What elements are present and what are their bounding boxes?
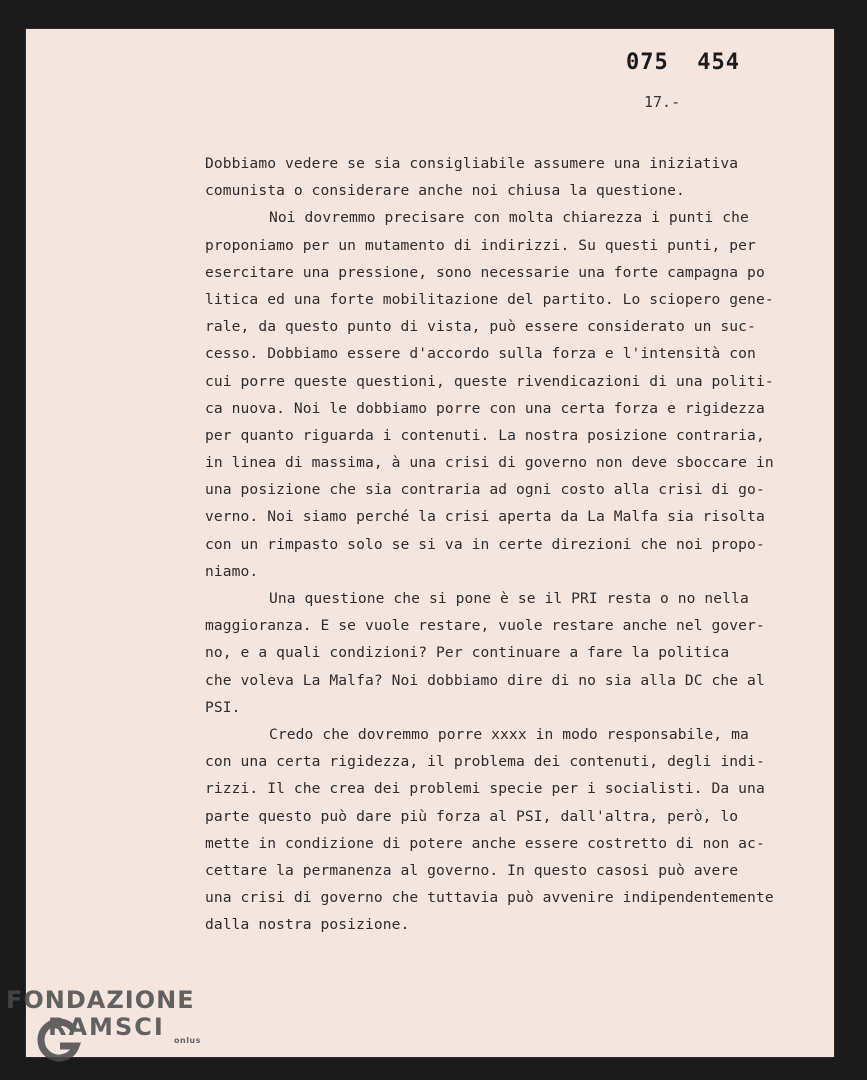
text-line: comunista o considerare anche noi chiusa la questione.: [205, 182, 685, 200]
text-line: in linea di massima, à una crisi di governo non deve sboccare in: [205, 454, 774, 472]
text-line: che voleva La Malfa? Noi dobbiamo dire di no sia alla DC che al: [205, 671, 765, 689]
fondazione-gramsci-watermark: [6, 986, 216, 1045]
text-line: parte questo può dare più forza al PSI, dall'altra, però, lo: [205, 807, 739, 825]
text-line: con una certa rigidezza, il problema dei contenuti, degli indi-: [205, 753, 765, 771]
text-line: per quanto riguarda i contenuti. La nostra posizione contraria,: [205, 426, 765, 444]
text-line: una posizione che sia contraria ad ogni costo alla crisi di go-: [205, 481, 765, 499]
page-number: 17.-: [644, 93, 681, 111]
text-line: niamo.: [205, 562, 259, 580]
text-line: rale, da questo punto di vista, può essere considerato un suc-: [205, 318, 756, 336]
typewritten-body: [205, 150, 825, 938]
text-line: cettare la permanenza al governo. In questo casosi può avere: [205, 861, 739, 879]
text-line: esercitare una pressione, sono necessarie una forte campagna po: [205, 263, 765, 281]
text-line: ca nuova. Noi le dobbiamo porre con una certa forza e rigidezza: [205, 399, 765, 417]
text-line: proponiamo per un mutamento di indirizzi. Su questi punti, per: [205, 236, 756, 254]
text-line: dalla nostra posizione.: [205, 916, 410, 934]
archive-number: 075 454: [626, 50, 740, 75]
text-line: una crisi di governo che tuttavia può avvenire indipendentemente: [205, 889, 774, 907]
text-line: Dobbiamo vedere se sia consigliabile assumere una iniziativa: [205, 155, 739, 172]
text-line: verno. Noi siamo perché la crisi aperta da La Malfa sia risolta: [205, 508, 765, 526]
text-line: con un rimpasto solo se si va in certe direzioni che noi propo-: [205, 535, 765, 553]
gramsci-g-logo-icon: [34, 1016, 82, 1064]
watermark-line-2: RAMSCI: [48, 1013, 165, 1041]
document-page: [25, 28, 835, 1058]
text-line: rizzi. Il che crea dei problemi specie per i socialisti. Da una: [205, 780, 765, 798]
text-line: Noi dovremmo precisare con molta chiarezza i punti che: [269, 209, 749, 227]
text-line: cui porre queste questioni, queste rivendicazioni di una politi-: [205, 372, 774, 390]
text-line: Una questione che si pone è se il PRI resta o no nella: [269, 590, 749, 607]
text-line: maggioranza. E se vuole restare, vuole restare anche nel gover-: [205, 617, 765, 635]
text-line: cesso. Dobbiamo essere d'accordo sulla forza e l'intensità con: [205, 345, 756, 363]
text-line: no, e a quali condizioni? Per continuare a fare la politica: [205, 644, 730, 662]
text-line: litica ed una forte mobilitazione del partito. Lo sciopero gene-: [205, 290, 774, 308]
watermark-onlus: onlus: [174, 1036, 201, 1045]
watermark-line-1: FONDAZIONE: [6, 986, 195, 1014]
text-line: PSI.: [205, 698, 241, 716]
text-line: mette in condizione di potere anche essere costretto di non ac-: [205, 834, 765, 852]
text-line: Credo che dovremmo porre xxxx in modo responsabile, ma: [269, 725, 749, 743]
